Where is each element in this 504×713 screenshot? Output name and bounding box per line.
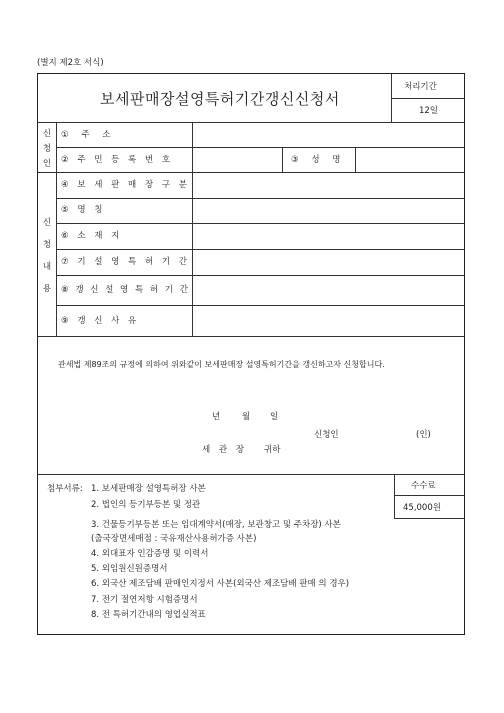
fee-header: 수수료 <box>411 481 436 491</box>
existing-period-field[interactable] <box>193 250 463 275</box>
date-year: 년 <box>212 412 221 422</box>
fee-value: 45,000원 <box>403 503 441 513</box>
attachment-item: 6. 외국산 제조담배 판매인지정서 사본(외국산 제조담배 판매 의 경우) <box>91 579 350 589</box>
attachment-item: 2. 법인의 등기부등본 및 정관 <box>91 500 201 510</box>
attachments-label: 첨부서류: <box>47 484 83 494</box>
statement-text: 관세법 제89조의 규정에 의하여 위와같이 보세판매장 설영특허기간을 갱신하고자 신청합니다. <box>58 360 385 369</box>
date-day: 일 <box>270 412 279 422</box>
addressee-name: 세 관 장 <box>202 445 248 455</box>
location-label: ⑥ 소 재 지 <box>61 231 123 241</box>
processing-period-header: 처리기간 <box>404 82 437 92</box>
store-name-field[interactable] <box>193 199 463 223</box>
attachment-item: (출국장면세매점 : 국유재산사용허가증 사본) <box>91 534 257 544</box>
details-group-text: 신청내용 <box>42 218 52 294</box>
attachment-item: 8. 전 특허기간내의 영업실적표 <box>91 610 206 620</box>
renewal-period-field[interactable] <box>193 276 463 305</box>
store-name-label: ⑤ 명 칭 <box>61 205 106 215</box>
attachment-item: 3. 건물등기부등본 또는 임대계약서(매장, 보관창고 및 주차장) 사본 <box>91 520 341 530</box>
resident-number-label: ② 주 민 등 록 번 호 <box>61 155 174 165</box>
attachment-item: 4. 외대표자 인감증명 및 이력서 <box>91 549 209 559</box>
attachment-item: 7. 전기 절연저항 시험증명서 <box>91 595 198 605</box>
renewal-period-label: ⑧ 갱 신 설 영 특 허 기 간 <box>61 285 190 295</box>
location-field[interactable] <box>193 224 463 249</box>
processing-period-value: 12일 <box>419 106 439 116</box>
date-month: 월 <box>242 412 251 422</box>
form-title: 보세판매장설영특허기간갱신신청서 <box>100 90 340 108</box>
form-label: (별지 제2호 서식) <box>37 58 104 68</box>
renewal-reason-field[interactable] <box>193 306 463 336</box>
attachment-item: 5. 외임원신원증명서 <box>91 564 168 574</box>
address-label: ① 주 소 <box>61 130 116 140</box>
seal-mark: (인) <box>416 430 431 440</box>
renewal-reason-label: ⑨ 갱 신 사 유 <box>61 316 140 326</box>
resident-number-field[interactable] <box>193 148 281 172</box>
name-label: ③ 성 명 <box>291 155 346 165</box>
addressee-suffix: 귀하 <box>264 445 281 455</box>
existing-period-label: ⑦ 기 설 영 특 허 기 간 <box>61 257 191 267</box>
store-type-label: ④ 보 세 판 매 장 구 분 <box>61 180 191 190</box>
store-type-field[interactable] <box>193 173 463 198</box>
signature-label: 신청인 <box>314 430 339 440</box>
applicant-group-text: 신청인 <box>42 129 52 169</box>
address-field[interactable] <box>193 123 463 147</box>
details-group-label <box>40 212 54 300</box>
attachment-item: 1. 보세판매장 설영특허장 사본 <box>91 484 206 494</box>
name-field[interactable] <box>356 148 463 172</box>
applicant-group-label <box>40 127 54 172</box>
